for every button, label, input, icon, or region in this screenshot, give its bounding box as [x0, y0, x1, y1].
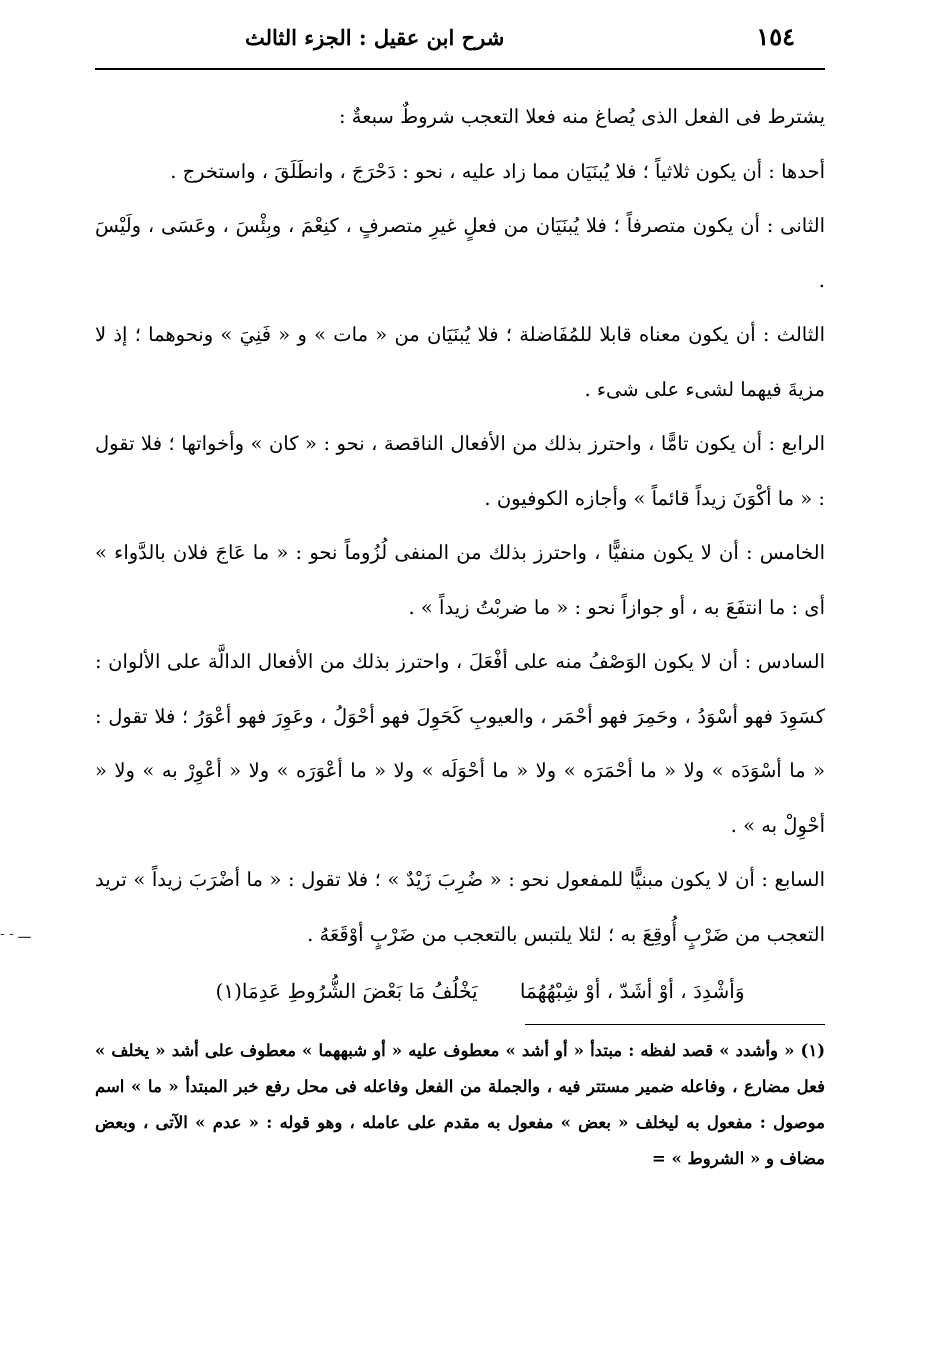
paragraph-condition-2: الثانى : أن يكون متصرفاً ؛ فلا يُبنَيَان من فعلٍ غيرِ متصرفٍ ، كنِعْمَ ، وبِئْسَ ، وعَسَى ، ولَيْسَ . [95, 214, 825, 292]
footnote-rule [525, 1024, 825, 1025]
footnote [95, 1033, 825, 1177]
paragraph-condition-7: السابع : أن لا يكون مبنيًّا للمفعول نحو : « ضُرِبَ زَيْدٌ » ؛ فلا تقول : « ما أضْرَبَ زيداً » تريد التعجب من ضَرْبٍ أُوقِعَ به ؛ لئلا يلتبس بالتعجب من ضَرْبٍ أوْقَعَهُ . [95, 868, 825, 946]
book-page [95, 22, 825, 1177]
verse-second-hemistich: يَخْلُفُ مَا بَعْضَ الشُّرُوطِ عَدِمَا(١) [215, 979, 478, 1003]
header-rule [95, 68, 825, 70]
verse-line [95, 964, 825, 1018]
paragraph-condition-3: الثالث : أن يكون معناه قابلا للمُفَاضلة ؛ فلا يُبنَيَان من « مات » و « فَنِيَ » ونحوهما ؛ إذ لا مزيةَ فيهما لشىء على شىء . [95, 323, 825, 401]
footnote-text: (١) « وأشدد » قصد لفظه : مبتدأ « أو أشد » معطوف عليه « أو شبههما » معطوف على أشد « يخلف » فعل مضارع ، وفاعله ضمير مستتر فيه ، والجملة من الفعل وفاعله فى محل رفع خبر المبتدأ « ما » اسم موصول : مفعول به ليخلف « بعض » مفعول به مقدم على عامله ، وهو قوله : « عدم » الآتى ، وبعض مضاف و « الشروط » = [95, 1041, 825, 1168]
margin-mark: - - ـــ [0, 926, 31, 942]
running-head [95, 22, 825, 62]
verse-first-hemistich: وَأشْدِدَ ، أوْ أشَدّ ، أوْ شِبْهُهُمَا [519, 979, 745, 1003]
paragraph-condition-1: أحدها : أن يكون ثلاثياً ؛ فلا يُبنَيَان مما زاد عليه ، نحو : دَحْرَجَ ، وانطَلَقَ ، واستخرج . [170, 159, 825, 183]
paragraph-intro: يشترط فى الفعل الذى يُصاغ منه فعلا التعجب شروطٌ سبعةٌ : [339, 105, 825, 128]
running-title: شرح ابن عقيل : الجزء الثالث [245, 25, 505, 50]
paragraph-condition-5: الخامس : أن لا يكون منفيًّا ، واحترز بذلك من المنفى لُزُوماً نحو : « ما عَاجَ فلان بالدَّواء » أى : ما انتفَعَ به ، أو جوازاً نحو : « ما ضربْتُ زيداً » . [95, 541, 825, 619]
page-number: ١٥٤ [756, 22, 795, 51]
main-text [95, 90, 825, 962]
paragraph-condition-4: الرابع : أن يكون تامًّا ، واحترز بذلك من الأفعال الناقصة ، نحو : « كان » وأخواتها ؛ فلا تقول : « ما أكْوَنَ زيداً قائماً » وأجازه الكوفيون . [95, 432, 825, 510]
paragraph-condition-6: السادس : أن لا يكون الوَصْفُ منه على أفْعَلَ ، واحترز بذلك من الأفعال الدالَّة على الألوان : كسَوِدَ فهو أسْوَدُ ، وحَمِرَ فهو أحْمَر ، والعيوبِ كَحَوِلَ فهو أحْوَلُ ، وعَوِرَ فهو أعْوَرُ ؛ فلا تقول : « ما أسْوَدَه » ولا « ما أحْمَرَه » ولا « ما أحْوَلَه » ولا « ما أعْوَرَه » ولا « أعْوِرْ به » ولا « أحْوِلْ به » . [95, 650, 825, 837]
